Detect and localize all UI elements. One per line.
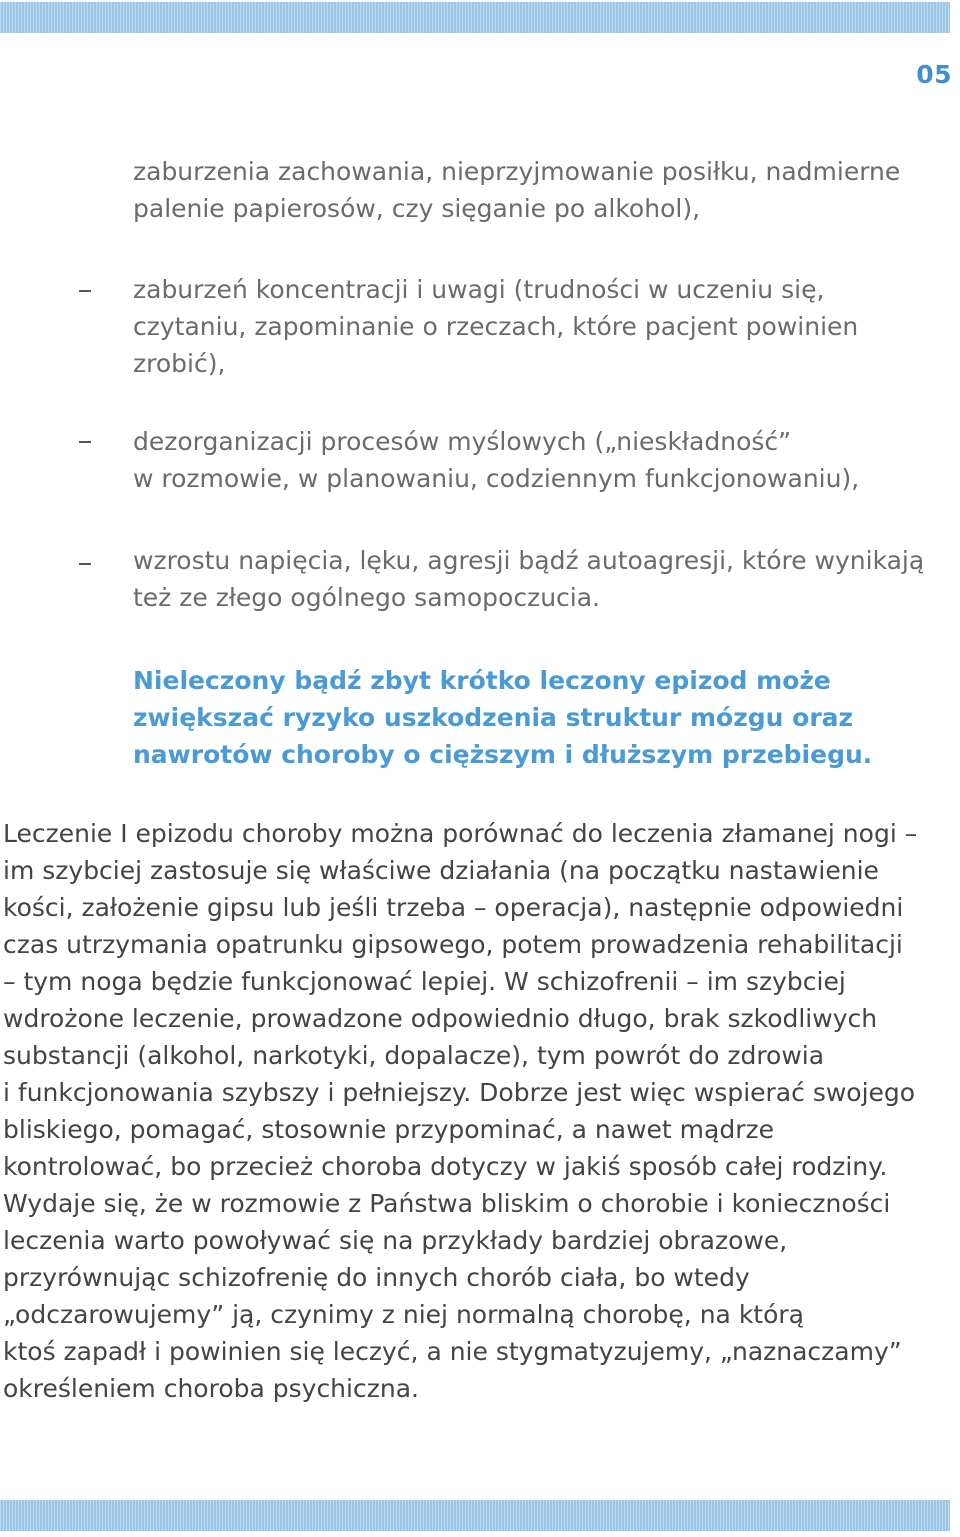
body-line: Leczenie I epizodu choroby można porównać do leczenia złamanej nogi – <box>3 819 918 848</box>
list-line: palenie papierosów, czy sięganie po alkohol), <box>133 194 701 223</box>
callout-line: zwiększać ryzyko uszkodzenia struktur mózgu oraz <box>133 703 854 732</box>
body-line: leczenia warto powoływać się na przykłady bardziej obrazowe, <box>3 1226 788 1255</box>
list-line: zaburzeń koncentracji i uwagi (trudności w uczeniu się, <box>133 275 825 304</box>
list-line: w rozmowie, w planowaniu, codziennym funkcjonowaniu), <box>133 464 860 493</box>
dash-bullet-icon <box>79 290 91 292</box>
body-line: i funkcjonowania szybszy i pełniejszy. Dobrze jest więc wspierać swojego <box>3 1078 916 1107</box>
dash-bullet-icon <box>79 563 91 565</box>
body-line: kości, założenie gipsu lub jeśli trzeba – operacja), następnie odpowiedni <box>3 893 904 922</box>
page-number: 05 <box>916 60 952 89</box>
list-line: też ze złego ogólnego samopoczucia. <box>133 583 600 612</box>
body-line: Wydaje się, że w rozmowie z Państwa bliskim o chorobie i konieczności <box>3 1189 891 1218</box>
top-decorative-band <box>0 2 950 33</box>
bottom-decorative-band <box>0 1500 950 1531</box>
body-line: bliskiego, pomagać, stosownie przypominać, a nawet mądrze <box>3 1115 774 1144</box>
dash-bullet-icon <box>79 441 91 443</box>
body-line: kontrolować, bo przecież choroba dotyczy w jakiś sposób całej rodziny. <box>3 1152 888 1181</box>
body-line: wdrożone leczenie, prowadzone odpowiednio długo, brak szkodliwych <box>3 1004 878 1033</box>
body-line: im szybciej zastosuje się właściwe działania (na początku nastawienie <box>3 856 879 885</box>
callout-line: nawrotów choroby o cięższym i dłuższym przebiegu. <box>133 740 873 769</box>
body-line: ktoś zapadł i powinien się leczyć, a nie stygmatyzujemy, „naznaczamy” <box>3 1337 902 1366</box>
list-line: wzrostu napięcia, lęku, agresji bądź autoagresji, które wynikają <box>133 546 925 575</box>
body-line: – tym noga będzie funkcjonować lepiej. W schizofrenii – im szybciej <box>3 967 846 996</box>
list-line: czytaniu, zapominanie o rzeczach, które pacjent powinien <box>133 312 859 341</box>
list-line: zaburzenia zachowania, nieprzyjmowanie posiłku, nadmierne <box>133 157 901 186</box>
body-line: określeniem choroba psychiczna. <box>3 1374 419 1403</box>
body-line: przyrównując schizofrenię do innych chorób ciała, bo wtedy <box>3 1263 750 1292</box>
body-line: „odczarowujemy” ją, czynimy z niej normalną chorobę, na którą <box>3 1300 804 1329</box>
body-line: czas utrzymania opatrunku gipsowego, potem prowadzenia rehabilitacji <box>3 930 903 959</box>
callout-line: Nieleczony bądź zbyt krótko leczony epizod może <box>133 666 831 695</box>
list-line: dezorganizacji procesów myślowych („nieskładność” <box>133 427 792 456</box>
list-line: zrobić), <box>133 349 226 378</box>
body-line: substancji (alkohol, narkotyki, dopalacze), tym powrót do zdrowia <box>3 1041 825 1070</box>
